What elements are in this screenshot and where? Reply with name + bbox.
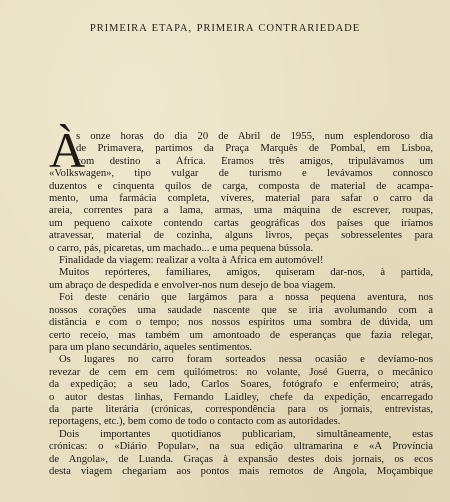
text-line: da expedição; a seu lado, Carlos Soares, fotógrafo e enfermeiro; atrás, — [49, 379, 433, 391]
text-line: com destino a África. Éramos três amigos, tripulávamos um — [76, 155, 433, 167]
text-line: um pequeno caixote contendo cartas geográficas dos países que iríamos — [49, 217, 433, 229]
text-line: nossos corações uma saudade nascente que se iria avolumando com a — [49, 304, 433, 316]
text-line: para um plano secundário, aqueles sentimentos. — [49, 341, 252, 353]
text-line: Os lugares no carro foram sorteados nessa ocasião e devíamo-nos — [59, 354, 433, 366]
body-text — [49, 122, 433, 478]
text-line: certo receio, mas também um amontoado de esperanças que fazia relegar, — [49, 329, 433, 341]
text-line: reportagens, etc.), bem como de todo o contacto com as autoridades. — [49, 416, 341, 428]
text-line: o autor destas linhas, Fernando Laidley, chefe da expedição, encarregado — [49, 391, 433, 403]
text-line: duzentos e cinquenta quilos de carga, composta de material de acampa- — [49, 180, 433, 192]
text-line: mento, uma farmácia completa, víveres, material para safar o carro da — [49, 193, 433, 205]
text-line: de Primavera, partimos da Praça Marquês de Pombal, em Lisboa, — [76, 143, 433, 155]
text-line: areia, correntes para a lama, armas, uma máquina de escrever, roupas, — [49, 205, 433, 217]
text-line: de Angola», de Luanda. Graças à expansão destes dois jornais, os ecos — [49, 453, 433, 465]
text-line: desta viagem chegariam aos pontos mais remotos de Angola, Moçambique — [49, 465, 433, 477]
text-line: da parte literária (crónicas, correspondência para os jornais, entrevistas, — [49, 403, 433, 415]
text-line: Finalidade da viagem: realizar a volta à África em automóvel! — [59, 255, 324, 267]
text-line: atravessar, material de cozinha, alguns livros, peças sobresselentes para — [49, 230, 433, 242]
drop-cap: À — [49, 122, 86, 178]
text-line: o carro, pás, picaretas, um machado... e uma pequena bússola. — [49, 242, 314, 254]
text-line: «Volkswagen», tipo vulgar de turismo e levávamos connosco — [49, 168, 433, 180]
chapter-title: PRIMEIRA ETAPA, PRIMEIRA CONTRARIEDADE — [89, 23, 361, 34]
text-line: Dois importantes quotidianos publicariam, simultâneamente, estas — [59, 428, 433, 440]
text-line: Muitos repórteres, familiares, amigos, quiseram dar-nos, à partida, — [59, 267, 433, 279]
text-line: distância e com o tempo; nos nossos espíritos uma sombra de dúvida, um — [49, 317, 433, 329]
text-line: um abraço de despedida e envolver-nos num desejo de boa viagem. — [49, 279, 336, 291]
text-line: crónicas: o «Diário Popular», na sua edição ultramarina e «A Província — [49, 441, 433, 453]
text-line: revezar de cem em cem quilómetros: no volante, José Guerra, o mecânico — [49, 366, 433, 378]
text-line: Foi deste cenário que largámos para a nossa pequena aventura, nos — [59, 292, 433, 304]
text-line: s onze horas do dia 20 de Abril de 1955, num esplendoroso dia — [76, 131, 433, 142]
